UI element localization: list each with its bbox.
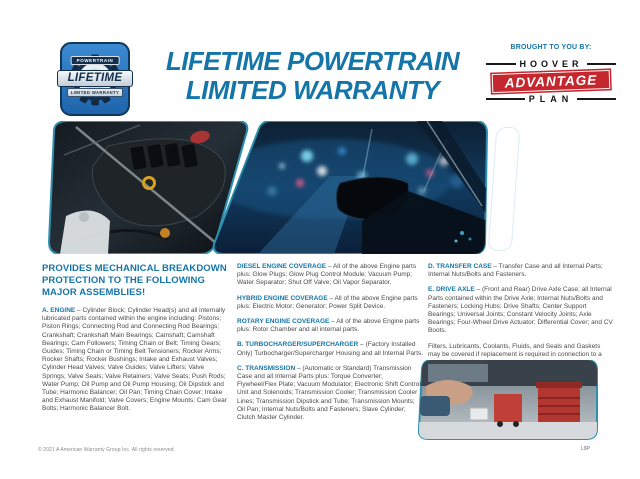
section-body: – All of the above Engine parts plus: Rotor Chamber and all internal parts. (237, 318, 420, 334)
section-label: DIESEL ENGINE COVERAGE (237, 263, 327, 270)
powertrain-lifetime-logo (60, 42, 130, 116)
section-label: D. TRANSFER CASE (428, 263, 492, 270)
section-body: – (Factory Installed Only) Turbocharger/Supercharger Housing and all Internal Parts. (237, 341, 424, 357)
headline-line-1: LIFETIME POWERTRAIN (165, 46, 460, 76)
form-code: L9P (581, 446, 590, 452)
logo-lifetime-label: LIFETIME (57, 70, 133, 87)
section-body: – All of the above Engine parts plus: Electric Motor; Generator; Power Split Device. (237, 294, 418, 310)
divider-line (577, 98, 616, 100)
section-label: A. ENGINE (42, 307, 76, 314)
section-label: B. TURBOCHARGER/SUPERCHARGER (237, 341, 359, 349)
section-rotary-engine (237, 318, 424, 334)
section-body: – All of the above Engine parts plus: Glow Plugs; Glow Plug Control Module; Vacuum Pump; Water Separator; Shut Off Valve; Oil Vapor Separator. (237, 263, 417, 287)
coverage-note: Filters, Lubricants, Coolants, Fluids, and Seals and Gaskets may be covered if replacement is required in connection to a covered breakdown. (428, 342, 602, 367)
section-turbocharger (237, 341, 424, 357)
logo-powertrain-label: POWERTRAIN (71, 56, 120, 65)
section-transfer-case (428, 263, 614, 279)
provider-hoover-row (486, 59, 616, 69)
provider-logo-block (486, 44, 616, 104)
ghost-panel-outline (488, 127, 521, 251)
section-drive-axle (428, 286, 614, 335)
section-body: – Transfer Case and all Internal Parts; Internal Nuts/Bolts and Fasteners. (428, 263, 603, 279)
provider-name-hoover: HOOVER (519, 59, 583, 69)
section-hybrid-engine (237, 295, 424, 311)
section-body: – (Automatic or Standard) Transmission Case and all Internal Parts plus: Torque Converter; Flywheel/Flex Plate; Vacuum Modulator; Electronic Shift Control Unit and Solenoids; Transmission Cooler; Transmission Cooler Lines; Transmission Dipstick and Tube; Transmission Mounts; Oil Pan; Internal Nuts/Bolts and Fasteners; Slave Cylinder; Clutch Master Cylinder. (237, 364, 421, 422)
section-engine (42, 307, 229, 414)
section-transmission (237, 365, 424, 422)
section-label: ROTARY ENGINE COVERAGE (237, 318, 330, 326)
column-middle (237, 263, 424, 429)
section-diesel-engine (237, 263, 424, 288)
section-label: C. TRANSMISSION (237, 364, 296, 372)
logo-limited-warranty-label: LIMITED WARRANTY (67, 88, 123, 97)
provider-plan-row (486, 94, 616, 104)
divider-line (486, 63, 516, 65)
intro-heading: PROVIDES MECHANICAL BREAKDOWN PROTECTION TO THE FOLLOWING MAJOR ASSEMBLIES! (42, 263, 227, 298)
section-body: – Cylinder Block; Cylinder Head(s) and all internally lubricated parts contained within the engine including: Pistons; Piston Rings; Connecting Rod and Connecting Rod Bearings; Crankshaft; Crankshaft Main Bearings; Camshaft; Camshaft Bearings; Cam Followers; Timing Chain or Belt; Timing Gears; Guides; Timing Chain or Timing Belt Tensioners; Rocker Arms; Rocker Shafts; Rocker Bushings; Intake and Exhaust Valves; Cylinder Head Valves; Valve Guides; Valve Lifters; Valve Springs; Valve Seals; Valve Retainers; Valve Seats; Push Rods; Water Pump; Oil Pump and Oil Pump Housing; Oil Dipstick and Tube; Harmonic Balancer; Oil Pan; Timing Chain Cover; Intake and Exhaust Manifold; Valve Covers; Engine Mounts; Cam Gear Bolts; Harmonic Balancer Bolt. (42, 307, 227, 413)
section-label: E. DRIVE AXLE (428, 286, 475, 294)
column-right (428, 263, 614, 374)
divider-line (587, 63, 617, 65)
provider-name-advantage: ADVANTAGE (492, 70, 611, 93)
section-label: HYBRID ENGINE COVERAGE (237, 294, 328, 302)
night-driving-photo (212, 121, 488, 254)
page-title (140, 47, 485, 105)
divider-line (486, 98, 525, 100)
headline-line-2: LIMITED WARRANTY (185, 75, 440, 105)
section-body: – (Front and Rear) Drive Axle Case; all Internal Parts contained within the Drive Axle; Internal Nuts/Bolts and Fasteners; Locking Hubs; Drive Shafts; Center Support Bearings; Universal Joints; Constant Velocity Joints; Axle Bearings; Four-Wheel Drive Actuator; Differential Cover; and CV Boots. (428, 286, 613, 335)
provider-name-plan: PLAN (528, 94, 574, 104)
column-left (42, 263, 229, 421)
copyright-text: © 2021 A American Warranty Group Inc. All rights reserved (38, 447, 174, 453)
brought-to-you-by-label: BROUGHT TO YOU BY: (510, 44, 592, 51)
